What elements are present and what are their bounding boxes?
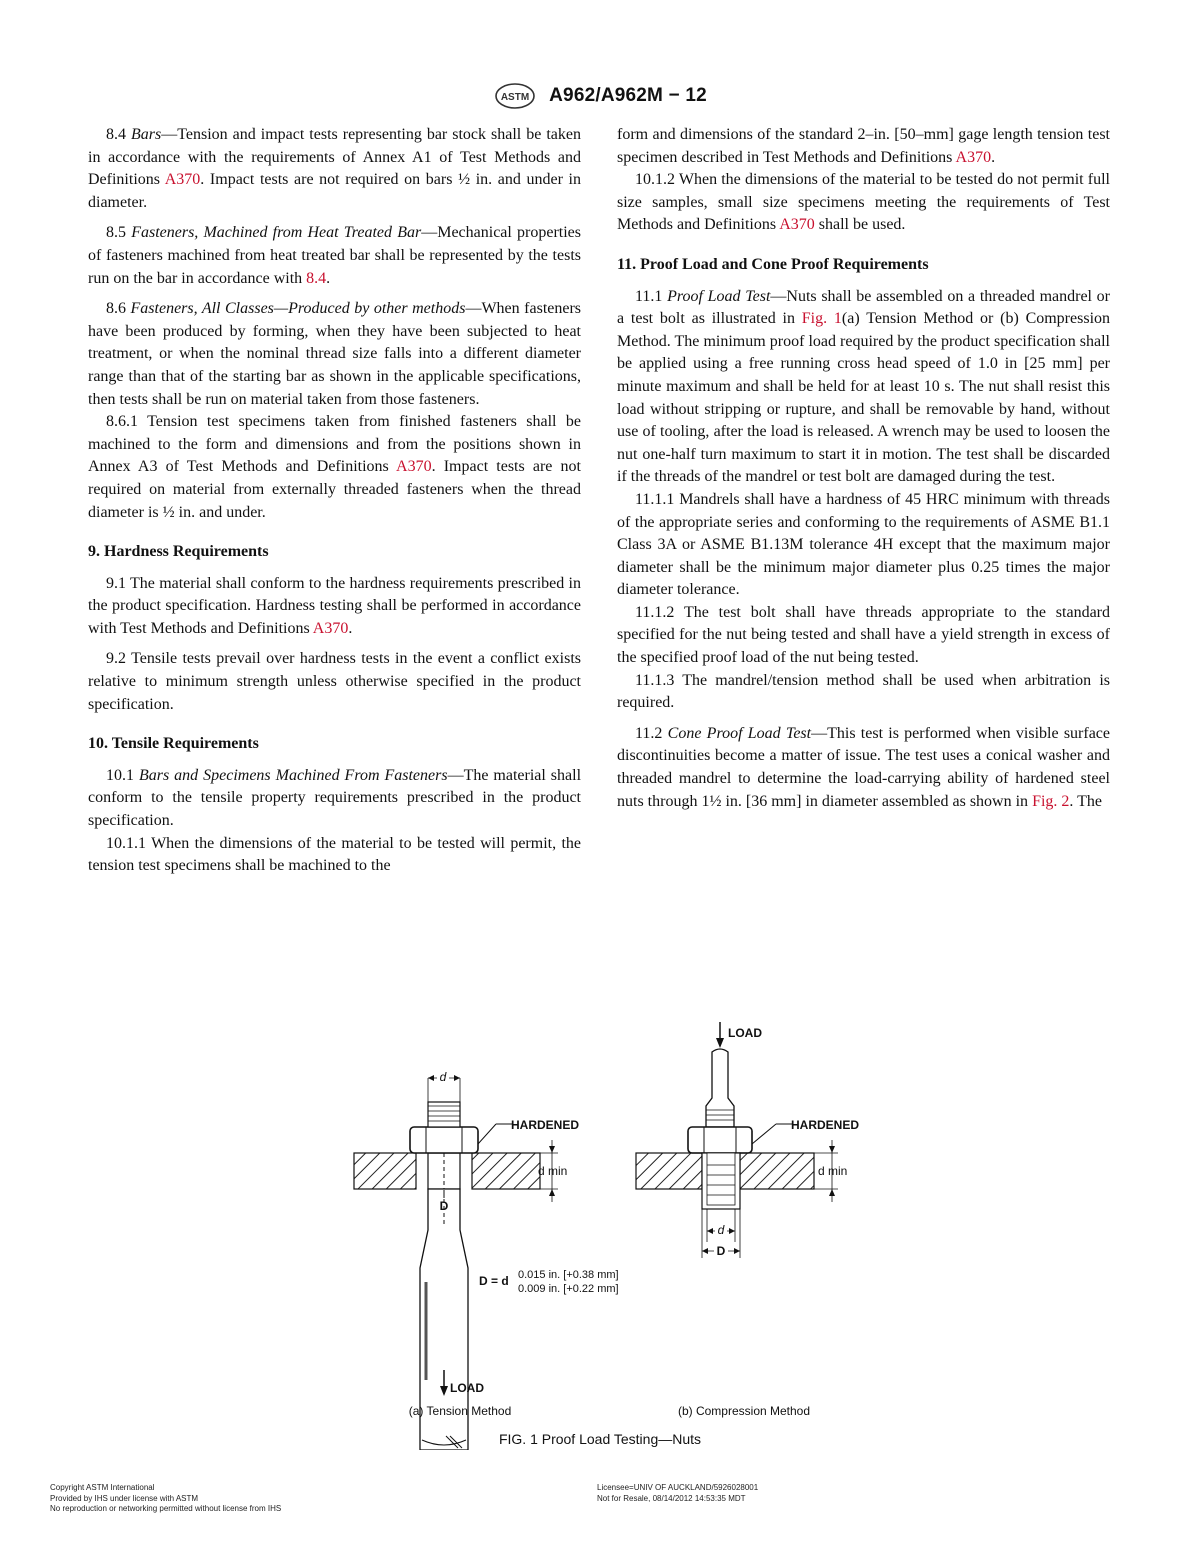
clause-text: (a) Tension Method or (b) Compression Method. The minimum proof load required by the product specification shall be applied using a free running cross head speed of 1.0 in [25 mm] per minute maximum and shall be held for at least 10 s. The nut shall resist this load without stripping or rupture, and shall be removable by hand, without use of tooling, after the load is released. A wrench may be used to loosen the nut one-half turn maximum to start it in motion. The test shall be discarded if the threads of the mandrel or test bolt are damaged during the test. <box>617 310 1111 486</box>
clause-number: 11.1.3 <box>635 671 675 689</box>
ref-link-a370[interactable]: A370 <box>779 216 815 234</box>
clause-text: shall be used. <box>814 216 906 234</box>
section-10-1-1-continued <box>617 124 1110 169</box>
ref-link-8-4[interactable]: 8.4 <box>306 269 327 287</box>
clause-text: When the dimensions of the material to be tested do not permit full size samples, small size specimens meeting the requirements of Test Methods and Definitions <box>617 171 1110 234</box>
tolerance-minus: 0.009 in. [+0.22 mm] <box>518 1283 619 1295</box>
dim-d-a: d <box>439 1070 447 1084</box>
clause-text: When the dimensions of the material to be tested will permit, the tension test specimens shall be machined to the <box>88 834 582 875</box>
footer-line: No reproduction or networking permitted without license from IHS <box>50 1504 282 1513</box>
clause-term: Proof Load Test <box>667 287 771 305</box>
section-10-1-2 <box>617 169 1110 237</box>
label-load-bottom: LOAD <box>450 1381 484 1395</box>
dim-D-a: D <box>439 1199 449 1213</box>
clause-text: . Impact tests are not required on bars ½ in. and under in diameter. <box>88 171 581 211</box>
label-compression-method: (b) Compression Method <box>677 1404 811 1418</box>
section-8-4 <box>88 124 581 214</box>
ref-link-fig-1[interactable]: Fig. 1 <box>801 310 842 328</box>
plate-left-b <box>636 1153 702 1189</box>
clause-number: 9.2 <box>106 650 126 668</box>
clause-text: The test bolt shall have threads appropriate to the standard specified for the nut being tested and shall have a yield strength in excess of the specified proof load of the nut being tested. <box>617 603 1111 667</box>
clause-term: Fasteners, All Classes—Produced by other methods <box>130 300 466 318</box>
nut-b <box>688 1127 752 1153</box>
section-11-2 <box>617 723 1110 813</box>
clause-text: —When fasteners have been produced by forming, when they have been subjected to heat treatment, or when the nominal thread size falls into a different diameter range than that of the starting bar as shown in the applicable specifications, then tests shall be run on material taken from those fasteners. <box>88 300 582 408</box>
ref-link-a370[interactable]: A370 <box>164 171 201 189</box>
section-11-1-1 <box>617 489 1110 602</box>
ref-link-fig-2[interactable]: Fig. 2 <box>1032 792 1070 810</box>
document-designation: A962/A962M − 12 <box>549 85 707 106</box>
section-11-1-2 <box>617 602 1110 670</box>
clause-text: Tensile tests prevail over hardness tests in the event a conflict exists relative to minimum strength unless otherwise specified in the product specification. <box>88 650 581 713</box>
clause-text: Mandrels shall have a hardness of 45 HRC minimum with threads of the appropriate series and conforming to the requirements of ASME B1.1 Class 3A or ASME B1.13M tolerance 4H except that the maximum major diameter shall be the minimum major diameter plus 0.25 times the major diameter tolerance. <box>617 490 1110 599</box>
svg-text:ASTM: ASTM <box>500 92 530 103</box>
clause-text: —The material shall conform to the tensile property requirements prescribed in the product specification. <box>88 766 582 830</box>
footer-line: Provided by IHS under license with ASTM <box>50 1493 199 1503</box>
clause-text: . <box>348 619 353 637</box>
label-dmin-b: d min <box>818 1164 848 1178</box>
page-header <box>0 82 1200 112</box>
clause-text: —Nuts shall be assembled on a threaded mandrel or a test bolt as illustrated in <box>617 287 1111 328</box>
section-8-6 <box>88 298 581 411</box>
clause-text: Tension test specimens taken from finished fasteners shall be machined to the form and dimensions and from the positions shown in Annex A3 of Test Methods and Definitions <box>88 413 581 476</box>
label-tension-method: (a) Tension Method <box>408 1404 512 1418</box>
footer-copyright <box>50 1483 281 1515</box>
section-heading-9: 9. Hardness Requirements <box>88 543 269 561</box>
clause-number: 8.4 <box>106 126 126 143</box>
figure-1-proof-load-testing <box>300 1020 900 1450</box>
ref-link-a370[interactable]: A370 <box>312 619 349 637</box>
label-load-top: LOAD <box>728 1026 762 1040</box>
dim-d-b: d <box>717 1223 725 1237</box>
ref-link-a370[interactable]: A370 <box>955 148 992 166</box>
clause-term: Bars <box>131 126 162 143</box>
clause-number: 8.6 <box>106 300 126 318</box>
figure-caption: FIG. 1 Proof Load Testing—Nuts <box>498 1431 702 1447</box>
formula-lhs: D = d <box>479 1274 509 1288</box>
clause-text: The mandrel/tension method shall be used when arbitration is required. <box>617 671 1110 712</box>
clause-number: 11.2 <box>635 724 663 742</box>
right-column <box>617 124 1110 813</box>
section-8-5 <box>88 222 581 290</box>
astm-logo-icon <box>493 82 537 110</box>
clause-text: The material shall conform to the hardness requirements prescribed in the product specification. Hardness testing shall be performed in accordance with Test Methods and Definitions <box>88 574 581 637</box>
section-11-1-3 <box>617 670 1110 715</box>
label-dmin-a: d min <box>538 1164 568 1178</box>
section-9-2 <box>88 648 581 716</box>
section-11-1 <box>617 286 1110 489</box>
clause-text: —This test is performed when visible surface discontinuities become a matter of issue. The test uses a conical washer and threaded mandrel to determine the load-carrying ability of hardened steel nuts through 1½ in. [36 mm] in diameter assembled as shown in <box>617 724 1111 810</box>
clause-text: —Mechanical properties of fasteners machined from heat treated bar shall be represented by the tests run on the bar in accordance with <box>88 224 582 287</box>
ref-link-a370[interactable]: A370 <box>396 458 432 476</box>
plate-left-a <box>354 1153 416 1189</box>
tension-method-diagram <box>354 1070 619 1450</box>
footer-line: Not for Resale, 08/14/2012 14:53:35 MDT <box>597 1493 746 1503</box>
tolerance-plus: 0.015 in. [+0.38 mm] <box>518 1269 619 1281</box>
section-10-1-1 <box>88 833 581 878</box>
clause-text: . Impact tests are not required on material from externally threaded fasteners when the thread diameter is ½ in. and under. <box>88 458 581 521</box>
compression-method-diagram <box>636 1022 859 1418</box>
clause-number: 8.6.1 <box>106 413 138 431</box>
section-8-6-1 <box>88 411 581 524</box>
clause-text: . <box>326 269 331 287</box>
section-heading-11: 11. Proof Load and Cone Proof Requirements <box>617 255 929 273</box>
section-heading-10: 10. Tensile Requirements <box>88 735 259 753</box>
clause-number: 10.1.1 <box>106 834 146 852</box>
clause-number: 9.1 <box>106 574 126 592</box>
label-hardened-b: HARDENED <box>791 1118 860 1132</box>
clause-term: Fasteners, Machined from Heat Treated Bar <box>131 224 422 242</box>
left-column <box>88 124 581 878</box>
footer-line: Copyright ASTM International <box>50 1483 155 1492</box>
dim-D-b: D <box>716 1244 726 1258</box>
clause-term: Cone Proof Load Test <box>667 724 812 742</box>
clause-number: 10.1 <box>106 766 134 784</box>
section-10-1 <box>88 765 581 833</box>
clause-number: 11.1 <box>635 287 663 305</box>
footer-line: Licensee=UNIV OF AUCKLAND/5926028001 <box>597 1483 759 1492</box>
clause-term: Bars and Specimens Machined From Fasteners <box>138 766 448 784</box>
section-9-1 <box>88 573 581 641</box>
clause-number: 11.1.2 <box>635 603 675 621</box>
clause-text: —Tension and impact tests representing bar stock shall be taken in accordance with the requirements of Annex A1 of Test Methods and Definitions <box>88 126 581 189</box>
plate-right-b <box>740 1153 814 1189</box>
footer-license <box>597 1483 758 1504</box>
clause-number: 10.1.2 <box>635 171 675 189</box>
clause-text: . <box>991 148 996 166</box>
clause-text: form and dimensions of the standard 2–in. [50–mm] gage length tension test specimen described in Test Methods and Definitions <box>617 126 1110 166</box>
clause-number: 11.1.1 <box>635 490 675 508</box>
plate-right-a <box>472 1153 540 1189</box>
label-hardened-a: HARDENED <box>511 1118 580 1132</box>
clause-number: 8.5 <box>106 224 126 242</box>
nut-a <box>410 1127 478 1153</box>
clause-text: . The <box>1069 792 1102 810</box>
